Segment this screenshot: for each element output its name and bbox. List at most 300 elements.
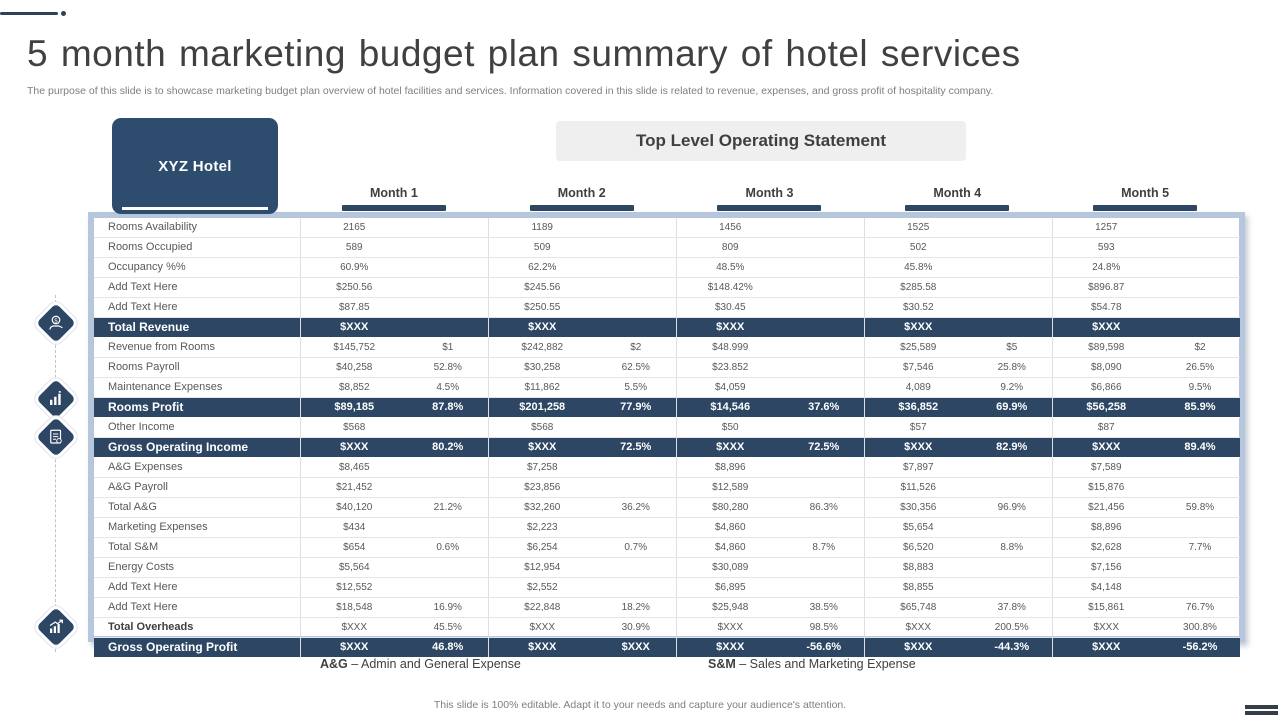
- row-label[interactable]: Rooms Availability: [94, 218, 300, 238]
- cell-percent[interactable]: [784, 358, 864, 378]
- cell-percent[interactable]: [408, 278, 488, 298]
- cell-value[interactable]: $285.58: [864, 278, 972, 298]
- cell-percent[interactable]: [784, 478, 864, 498]
- statement-banner[interactable]: [556, 121, 966, 161]
- cell-percent[interactable]: $1: [408, 338, 488, 358]
- cell-percent[interactable]: [784, 418, 864, 438]
- cell-percent[interactable]: [596, 318, 676, 338]
- cell-value[interactable]: $5,654: [864, 518, 972, 538]
- cell-percent[interactable]: 25.8%: [972, 358, 1052, 378]
- cell-percent[interactable]: 8.8%: [972, 538, 1052, 558]
- row-label[interactable]: Total A&G: [94, 498, 300, 518]
- month-header-label: Month 5: [1121, 186, 1170, 200]
- cell-percent[interactable]: -56.6%: [784, 638, 864, 658]
- cell-percent[interactable]: [408, 318, 488, 338]
- cell-value[interactable]: 1456: [676, 218, 784, 238]
- cell-percent[interactable]: 52.8%: [408, 358, 488, 378]
- row-label[interactable]: Add Text Here: [94, 578, 300, 598]
- hotel-name-tab[interactable]: [112, 118, 278, 214]
- cell-percent[interactable]: [784, 238, 864, 258]
- cell-value[interactable]: $87.85: [300, 298, 408, 318]
- cell-value[interactable]: $XXX: [676, 618, 784, 638]
- cell-percent[interactable]: [596, 238, 676, 258]
- cell-value[interactable]: $30,089: [676, 558, 784, 578]
- cell-value[interactable]: $40,258: [300, 358, 408, 378]
- cell-percent[interactable]: -56.2%: [1160, 638, 1240, 658]
- cell-percent[interactable]: [596, 418, 676, 438]
- cell-value[interactable]: $4,148: [1052, 578, 1160, 598]
- cell-percent[interactable]: 0.6%: [408, 538, 488, 558]
- cell-value[interactable]: $80,280: [676, 498, 784, 518]
- table-row: [94, 338, 1240, 358]
- cell-percent[interactable]: 0.7%: [596, 538, 676, 558]
- row-label[interactable]: Marketing Expenses: [94, 518, 300, 538]
- cell-value[interactable]: $65,748: [864, 598, 972, 618]
- cell-value[interactable]: $XXX: [300, 618, 408, 638]
- cell-percent[interactable]: [596, 458, 676, 478]
- cell-percent[interactable]: 9.2%: [972, 378, 1052, 398]
- cell-percent[interactable]: [784, 338, 864, 358]
- cell-percent[interactable]: $2: [1160, 338, 1240, 358]
- month-underline-bar: [342, 205, 446, 211]
- cell-percent[interactable]: 7.7%: [1160, 538, 1240, 558]
- row-label[interactable]: A&G Expenses: [94, 458, 300, 478]
- cell-percent[interactable]: 8.7%: [784, 538, 864, 558]
- cell-value[interactable]: $6,866: [1052, 378, 1160, 398]
- cell-value[interactable]: $XXX: [676, 438, 784, 458]
- cell-value[interactable]: $XXX: [864, 438, 972, 458]
- month-header-row: [300, 184, 1239, 211]
- table-row: [94, 518, 1240, 538]
- month-header-label: Month 3: [745, 186, 794, 200]
- cell-value[interactable]: $8,896: [1052, 518, 1160, 538]
- corner-accent-line: [0, 12, 58, 15]
- month-header-label: Month 1: [369, 186, 418, 200]
- cell-value[interactable]: $245.56: [488, 278, 596, 298]
- corner-lines-mark: [1245, 705, 1278, 717]
- money-hand-icon: [47, 314, 65, 332]
- month-header: [676, 184, 864, 211]
- cell-percent[interactable]: $XXX: [596, 638, 676, 658]
- cell-percent[interactable]: [972, 558, 1052, 578]
- cell-percent[interactable]: 72.5%: [784, 438, 864, 458]
- hotel-name-label: XYZ Hotel: [158, 157, 232, 175]
- cell-value[interactable]: $18,548: [300, 598, 408, 618]
- cell-value[interactable]: $250.55: [488, 298, 596, 318]
- cell-percent[interactable]: [408, 558, 488, 578]
- cell-percent[interactable]: [784, 558, 864, 578]
- cell-value[interactable]: $11,862: [488, 378, 596, 398]
- month-header-label: Month 4: [933, 186, 982, 200]
- table-row: [94, 278, 1240, 298]
- operating-statement-table: [88, 212, 1245, 654]
- cell-percent[interactable]: [596, 258, 676, 278]
- table-row: [94, 298, 1240, 318]
- month-header-label: Month 2: [557, 186, 606, 200]
- cell-value[interactable]: 24.8%: [1052, 258, 1160, 278]
- table-row: [94, 538, 1240, 558]
- page-title: 5 month marketing budget plan summary of hotel services: [27, 33, 1021, 74]
- cell-value[interactable]: $XXX: [300, 438, 408, 458]
- cell-value[interactable]: $XXX: [1052, 618, 1160, 638]
- cell-value[interactable]: $30.45: [676, 298, 784, 318]
- cell-value[interactable]: $57: [864, 418, 972, 438]
- row-label[interactable]: Add Text Here: [94, 298, 300, 318]
- table-row: [94, 618, 1240, 638]
- row-label[interactable]: Rooms Payroll: [94, 358, 300, 378]
- cell-percent[interactable]: [972, 258, 1052, 278]
- cell-percent[interactable]: 5.5%: [596, 378, 676, 398]
- cell-percent[interactable]: [972, 518, 1052, 538]
- cell-percent[interactable]: [1160, 218, 1240, 238]
- cell-value[interactable]: $89,185: [300, 398, 408, 418]
- cell-percent[interactable]: [408, 578, 488, 598]
- cell-value[interactable]: $145,752: [300, 338, 408, 358]
- table-row: [94, 638, 1240, 658]
- row-label[interactable]: Gross Operating Profit: [94, 638, 300, 658]
- cell-value[interactable]: $23,856: [488, 478, 596, 498]
- cell-percent[interactable]: 9.5%: [1160, 378, 1240, 398]
- cell-value[interactable]: 1257: [1052, 218, 1160, 238]
- cell-percent[interactable]: 26.5%: [1160, 358, 1240, 378]
- row-label[interactable]: A&G Payroll: [94, 478, 300, 498]
- cell-value[interactable]: $15,876: [1052, 478, 1160, 498]
- cell-value[interactable]: $8,855: [864, 578, 972, 598]
- cell-value[interactable]: 48.5%: [676, 258, 784, 278]
- icon-rail-line: [55, 295, 56, 652]
- growth-arrow-diamond: [36, 607, 76, 647]
- cell-percent[interactable]: 21.2%: [408, 498, 488, 518]
- cell-value[interactable]: $8,465: [300, 458, 408, 478]
- cell-value[interactable]: $11,526: [864, 478, 972, 498]
- cell-value[interactable]: $12,589: [676, 478, 784, 498]
- cell-value[interactable]: $4,860: [676, 518, 784, 538]
- table-row: [94, 598, 1240, 618]
- cell-percent[interactable]: [1160, 478, 1240, 498]
- svg-text:$: $: [54, 317, 58, 325]
- cell-percent[interactable]: 46.8%: [408, 638, 488, 658]
- cell-value[interactable]: $7,589: [1052, 458, 1160, 478]
- cell-value[interactable]: $896.87: [1052, 278, 1160, 298]
- cell-percent[interactable]: 86.3%: [784, 498, 864, 518]
- cell-percent[interactable]: [408, 418, 488, 438]
- cell-value[interactable]: $568: [488, 418, 596, 438]
- cell-percent[interactable]: 59.8%: [1160, 498, 1240, 518]
- cell-percent[interactable]: 18.2%: [596, 598, 676, 618]
- cell-value[interactable]: $7,546: [864, 358, 972, 378]
- cell-percent[interactable]: [1160, 578, 1240, 598]
- table-row: [94, 378, 1240, 398]
- cell-value[interactable]: $8,883: [864, 558, 972, 578]
- cell-percent[interactable]: 36.2%: [596, 498, 676, 518]
- cell-percent[interactable]: 69.9%: [972, 398, 1052, 418]
- cell-percent[interactable]: [596, 478, 676, 498]
- cell-value[interactable]: $XXX: [488, 318, 596, 338]
- cell-value[interactable]: $32,260: [488, 498, 596, 518]
- cell-value[interactable]: $XXX: [1052, 318, 1160, 338]
- cell-percent[interactable]: [596, 518, 676, 538]
- cell-value[interactable]: 589: [300, 238, 408, 258]
- cell-percent[interactable]: -44.3%: [972, 638, 1052, 658]
- cell-percent[interactable]: [784, 518, 864, 538]
- cell-value[interactable]: $XXX: [1052, 638, 1160, 658]
- cell-value[interactable]: 2165: [300, 218, 408, 238]
- cell-value[interactable]: $30,356: [864, 498, 972, 518]
- table-row: [94, 418, 1240, 438]
- cell-value[interactable]: $XXX: [488, 638, 596, 658]
- cell-percent[interactable]: [408, 298, 488, 318]
- cell-value[interactable]: $XXX: [488, 438, 596, 458]
- legend-ag-term: A&G: [320, 657, 348, 671]
- cell-percent[interactable]: [408, 478, 488, 498]
- cell-value[interactable]: 509: [488, 238, 596, 258]
- cell-percent[interactable]: [1160, 298, 1240, 318]
- cell-value[interactable]: $21,452: [300, 478, 408, 498]
- cell-percent[interactable]: 200.5%: [972, 618, 1052, 638]
- cell-value[interactable]: $14,546: [676, 398, 784, 418]
- cell-value[interactable]: $48.999: [676, 338, 784, 358]
- cell-percent[interactable]: [972, 278, 1052, 298]
- cell-percent[interactable]: 82.9%: [972, 438, 1052, 458]
- cell-percent[interactable]: 96.9%: [972, 498, 1052, 518]
- cell-percent[interactable]: 85.9%: [1160, 398, 1240, 418]
- cell-value[interactable]: $21,456: [1052, 498, 1160, 518]
- cell-value[interactable]: 809: [676, 238, 784, 258]
- cell-percent[interactable]: [1160, 238, 1240, 258]
- cell-percent[interactable]: 62.5%: [596, 358, 676, 378]
- cell-value[interactable]: $6,520: [864, 538, 972, 558]
- cell-percent[interactable]: [972, 458, 1052, 478]
- table-row: [94, 218, 1240, 238]
- cell-value[interactable]: $250.56: [300, 278, 408, 298]
- table-row: [94, 438, 1240, 458]
- cell-percent[interactable]: 300.8%: [1160, 618, 1240, 638]
- cell-percent[interactable]: [972, 418, 1052, 438]
- bar-chart-diamond: [36, 379, 76, 419]
- cell-value[interactable]: $8,896: [676, 458, 784, 478]
- row-label[interactable]: Add Text Here: [94, 278, 300, 298]
- row-label[interactable]: Rooms Profit: [94, 398, 300, 418]
- row-label[interactable]: Total Revenue: [94, 318, 300, 338]
- row-label[interactable]: Energy Costs: [94, 558, 300, 578]
- cell-percent[interactable]: $5: [972, 338, 1052, 358]
- row-label[interactable]: Occupancy %%: [94, 258, 300, 278]
- cell-value[interactable]: $22,848: [488, 598, 596, 618]
- cell-value[interactable]: $4,059: [676, 378, 784, 398]
- cell-percent[interactable]: [1160, 518, 1240, 538]
- cell-value[interactable]: $XXX: [864, 618, 972, 638]
- cell-percent[interactable]: 80.2%: [408, 438, 488, 458]
- row-label[interactable]: Total S&M: [94, 538, 300, 558]
- hotel-tab-underline: [122, 207, 268, 210]
- cell-value[interactable]: 45.8%: [864, 258, 972, 278]
- cell-value[interactable]: 60.9%: [300, 258, 408, 278]
- cell-percent[interactable]: [784, 318, 864, 338]
- table-row: [94, 478, 1240, 498]
- cell-percent[interactable]: [408, 518, 488, 538]
- cell-percent[interactable]: 87.8%: [408, 398, 488, 418]
- cell-percent[interactable]: 37.6%: [784, 398, 864, 418]
- cell-percent[interactable]: $2: [596, 338, 676, 358]
- cell-percent[interactable]: [972, 478, 1052, 498]
- row-label[interactable]: Other Income: [94, 418, 300, 438]
- table-row: [94, 578, 1240, 598]
- cell-value[interactable]: $434: [300, 518, 408, 538]
- cell-value[interactable]: $7,897: [864, 458, 972, 478]
- row-label[interactable]: Add Text Here: [94, 598, 300, 618]
- cell-value[interactable]: $4,860: [676, 538, 784, 558]
- cell-percent[interactable]: 89.4%: [1160, 438, 1240, 458]
- cell-percent[interactable]: [972, 238, 1052, 258]
- month-underline-bar: [717, 205, 821, 211]
- page-subtitle: The purpose of this slide is to showcase marketing budget plan overview of hotel facilities and services. Information covered in this slide is related to revenue, expenses, and gross profit of hospitality company.: [27, 85, 994, 97]
- cell-percent[interactable]: 45.5%: [408, 618, 488, 638]
- month-underline-bar: [905, 205, 1009, 211]
- cell-value[interactable]: $XXX: [864, 318, 972, 338]
- cell-value[interactable]: $23.852: [676, 358, 784, 378]
- cell-percent[interactable]: 76.7%: [1160, 598, 1240, 618]
- cell-percent[interactable]: [972, 218, 1052, 238]
- legend-ag: [320, 657, 521, 671]
- cell-value[interactable]: $XXX: [300, 318, 408, 338]
- cell-value[interactable]: $25,589: [864, 338, 972, 358]
- cell-value[interactable]: $242,882: [488, 338, 596, 358]
- cell-value[interactable]: 1525: [864, 218, 972, 238]
- cell-value[interactable]: $654: [300, 538, 408, 558]
- cell-percent[interactable]: [408, 218, 488, 238]
- row-label[interactable]: Rooms Occupied: [94, 238, 300, 258]
- table-row: [94, 318, 1240, 338]
- cell-percent[interactable]: [784, 258, 864, 278]
- cell-value[interactable]: $201,258: [488, 398, 596, 418]
- cell-percent[interactable]: 37.8%: [972, 598, 1052, 618]
- cell-value[interactable]: $25,948: [676, 598, 784, 618]
- money-hand-diamond: [36, 303, 76, 343]
- cell-percent[interactable]: 30.9%: [596, 618, 676, 638]
- cell-value[interactable]: $7,258: [488, 458, 596, 478]
- cell-value[interactable]: 4,089: [864, 378, 972, 398]
- cell-percent[interactable]: [1160, 258, 1240, 278]
- cell-percent[interactable]: [1160, 458, 1240, 478]
- bar-chart-icon: [47, 390, 65, 408]
- cell-value[interactable]: $54.78: [1052, 298, 1160, 318]
- cell-percent[interactable]: [408, 238, 488, 258]
- cell-value[interactable]: $6,254: [488, 538, 596, 558]
- cell-percent[interactable]: [596, 298, 676, 318]
- cell-value[interactable]: $5,564: [300, 558, 408, 578]
- cell-percent[interactable]: [408, 258, 488, 278]
- cell-value[interactable]: $2,552: [488, 578, 596, 598]
- cell-value[interactable]: 62.2%: [488, 258, 596, 278]
- cell-percent[interactable]: 98.5%: [784, 618, 864, 638]
- month-header: [863, 184, 1051, 211]
- cell-value[interactable]: $XXX: [488, 618, 596, 638]
- row-label[interactable]: Gross Operating Income: [94, 438, 300, 458]
- cell-value[interactable]: 502: [864, 238, 972, 258]
- cell-percent[interactable]: 4.5%: [408, 378, 488, 398]
- cell-value[interactable]: $36,852: [864, 398, 972, 418]
- cell-percent[interactable]: [1160, 318, 1240, 338]
- cell-value[interactable]: $56,258: [1052, 398, 1160, 418]
- month-header: [1051, 184, 1239, 211]
- cell-percent[interactable]: [596, 578, 676, 598]
- cell-value[interactable]: $8,852: [300, 378, 408, 398]
- cell-percent[interactable]: [1160, 418, 1240, 438]
- legend-sm-desc: – Sales and Marketing Expense: [735, 657, 916, 671]
- cell-value[interactable]: $6,895: [676, 578, 784, 598]
- cell-value[interactable]: 593: [1052, 238, 1160, 258]
- cell-percent[interactable]: [784, 378, 864, 398]
- cell-value[interactable]: $8,090: [1052, 358, 1160, 378]
- cell-value[interactable]: $XXX: [300, 638, 408, 658]
- cell-percent[interactable]: [596, 278, 676, 298]
- cell-value[interactable]: $XXX: [864, 638, 972, 658]
- cell-value[interactable]: $12,552: [300, 578, 408, 598]
- cell-value[interactable]: $15,861: [1052, 598, 1160, 618]
- cell-percent[interactable]: 77.9%: [596, 398, 676, 418]
- cell-value[interactable]: $40,120: [300, 498, 408, 518]
- cell-value[interactable]: $XXX: [676, 318, 784, 338]
- row-label[interactable]: Maintenance Expenses: [94, 378, 300, 398]
- cell-value[interactable]: $2,223: [488, 518, 596, 538]
- cell-value[interactable]: 1189: [488, 218, 596, 238]
- legend-sm: [708, 657, 916, 671]
- cell-value[interactable]: $87: [1052, 418, 1160, 438]
- cell-percent[interactable]: [784, 278, 864, 298]
- cell-value[interactable]: $89,598: [1052, 338, 1160, 358]
- table-row: [94, 398, 1240, 418]
- cell-percent[interactable]: [784, 218, 864, 238]
- cell-value[interactable]: $568: [300, 418, 408, 438]
- cell-percent[interactable]: [972, 298, 1052, 318]
- cell-percent[interactable]: [784, 578, 864, 598]
- cell-percent[interactable]: [596, 218, 676, 238]
- month-header: [300, 184, 488, 211]
- cell-percent[interactable]: 72.5%: [596, 438, 676, 458]
- month-underline-bar: [1093, 205, 1197, 211]
- growth-arrow-icon: [47, 618, 65, 636]
- cell-value[interactable]: $30.52: [864, 298, 972, 318]
- cell-percent[interactable]: [784, 458, 864, 478]
- row-label[interactable]: Revenue from Rooms: [94, 338, 300, 358]
- cell-percent[interactable]: [1160, 278, 1240, 298]
- cell-percent[interactable]: [596, 558, 676, 578]
- table-row: [94, 458, 1240, 478]
- cell-percent[interactable]: [784, 298, 864, 318]
- cell-percent[interactable]: 38.5%: [784, 598, 864, 618]
- cell-value[interactable]: $XXX: [1052, 438, 1160, 458]
- cell-percent[interactable]: [408, 458, 488, 478]
- cell-value[interactable]: $12,954: [488, 558, 596, 578]
- legend-sm-term: S&M: [708, 657, 736, 671]
- row-label[interactable]: Total Overheads: [94, 618, 300, 638]
- cell-value[interactable]: $30,258: [488, 358, 596, 378]
- receipt-icon: [47, 428, 65, 446]
- cell-percent[interactable]: [972, 578, 1052, 598]
- table-row: [94, 238, 1240, 258]
- month-header: [488, 184, 676, 211]
- legend-ag-desc: – Admin and General Expense: [347, 657, 521, 671]
- cell-percent[interactable]: [972, 318, 1052, 338]
- cell-value[interactable]: $7,156: [1052, 558, 1160, 578]
- cell-percent[interactable]: 16.9%: [408, 598, 488, 618]
- cell-value[interactable]: $XXX: [676, 638, 784, 658]
- budget-table: [94, 218, 1240, 658]
- cell-value[interactable]: $148.42%: [676, 278, 784, 298]
- cell-value[interactable]: $50: [676, 418, 784, 438]
- cell-percent[interactable]: [1160, 558, 1240, 578]
- cell-value[interactable]: $2,628: [1052, 538, 1160, 558]
